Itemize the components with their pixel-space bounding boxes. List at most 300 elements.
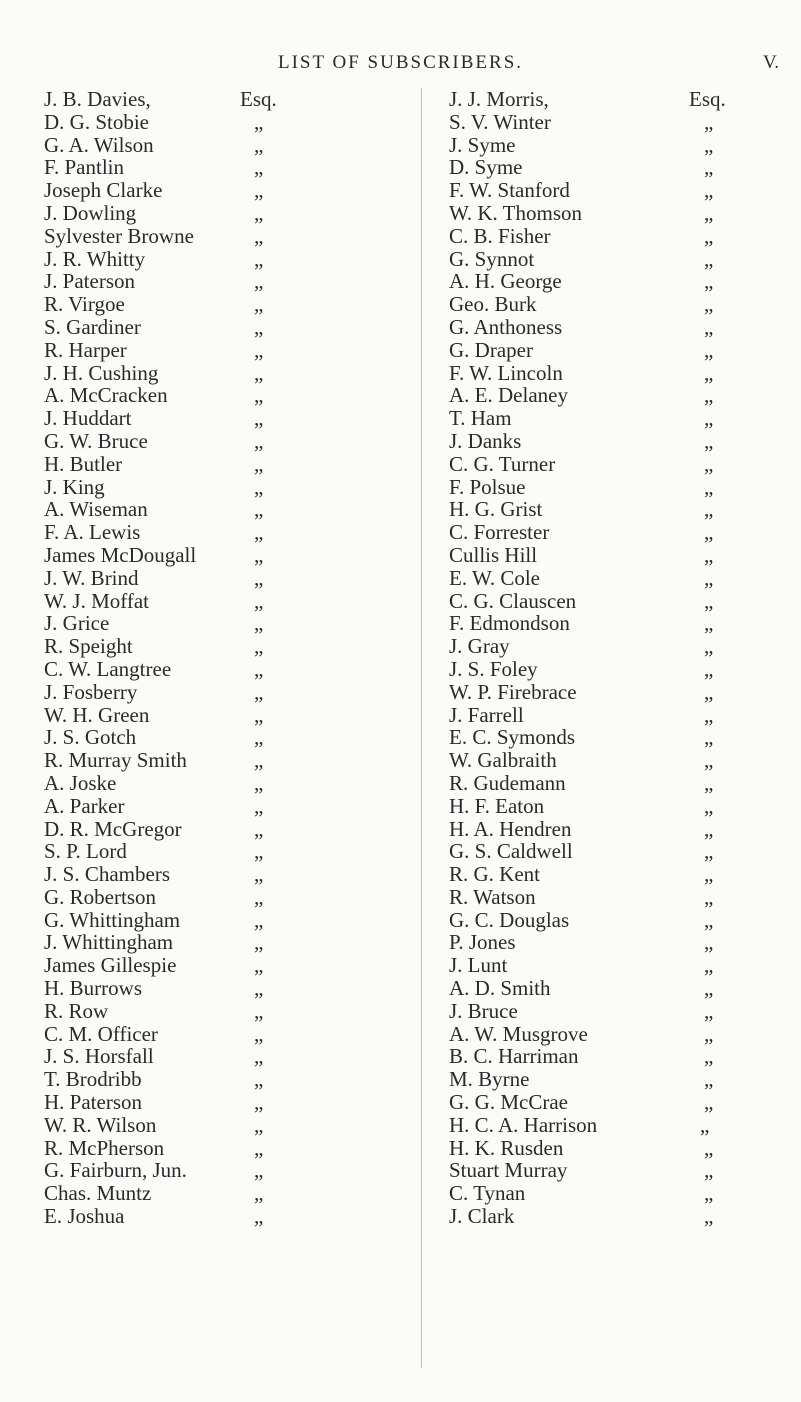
subscriber-title: „ <box>704 109 714 134</box>
subscriber-name: Sylvester Browne <box>44 223 194 248</box>
subscriber-name: D. Syme <box>449 155 523 180</box>
subscriber-entry <box>449 704 774 727</box>
subscriber-name: James McDougall <box>44 542 197 567</box>
subscriber-entry <box>449 681 774 704</box>
subscriber-entry <box>44 1205 389 1228</box>
subscriber-entry <box>44 863 389 886</box>
subscriber-title: „ <box>704 611 714 636</box>
subscriber-title: Esq. <box>689 87 726 111</box>
subscriber-name: W. J. Moffat <box>44 588 149 613</box>
subscriber-title: „ <box>254 1204 264 1229</box>
subscriber-title: „ <box>254 998 264 1023</box>
subscriber-name: J. Danks <box>449 428 522 453</box>
subscriber-entry <box>44 590 389 613</box>
subscriber-list-right <box>449 88 774 1228</box>
subscriber-title: „ <box>254 1112 264 1137</box>
subscriber-title: „ <box>254 428 264 453</box>
subscriber-name: H. A. Hendren <box>449 816 572 841</box>
subscriber-name: E. W. Cole <box>449 565 541 590</box>
subscriber-name: R. Speight <box>44 634 133 659</box>
subscriber-entry <box>44 339 389 362</box>
subscriber-title: „ <box>704 314 714 339</box>
subscriber-name: C. Forrester <box>449 520 550 545</box>
subscriber-name: W. K. Thomson <box>449 200 583 225</box>
subscriber-title: „ <box>254 816 264 841</box>
page-header <box>0 48 801 78</box>
subscriber-name: J. Lunt <box>449 953 508 978</box>
subscriber-name: C. M. Officer <box>44 1021 158 1046</box>
subscriber-entry <box>449 795 774 818</box>
subscriber-entry <box>44 658 389 681</box>
subscriber-entry <box>44 612 389 635</box>
subscriber-title: „ <box>704 1044 714 1069</box>
subscriber-title: „ <box>704 565 714 590</box>
subscriber-name: Stuart Murray <box>449 1158 568 1183</box>
subscriber-name: Chas. Muntz <box>44 1181 152 1206</box>
subscriber-entry <box>44 362 389 385</box>
subscriber-title: „ <box>704 497 714 522</box>
subscriber-name: James Gillespie <box>44 953 177 978</box>
subscriber-entry <box>449 772 774 795</box>
subscriber-title: „ <box>704 223 714 248</box>
subscriber-title: „ <box>254 132 264 157</box>
subscriber-name: D. R. McGregor <box>44 816 182 841</box>
subscriber-name: G. Draper <box>449 337 533 362</box>
subscriber-name: A. Joske <box>44 770 117 795</box>
subscriber-name: J. H. Cushing <box>44 360 159 385</box>
subscriber-title: „ <box>254 907 264 932</box>
subscriber-name: J. Farrell <box>449 702 524 727</box>
subscriber-name: G. Whittingham <box>44 907 181 932</box>
subscriber-name: J. Grice <box>44 611 110 636</box>
subscriber-entry <box>44 316 389 339</box>
subscriber-title: „ <box>704 1090 714 1115</box>
subscriber-entry <box>449 248 774 271</box>
subscriber-name: S. P. Lord <box>44 839 127 864</box>
subscriber-entry <box>449 179 774 202</box>
subscriber-entry <box>449 749 774 772</box>
subscriber-entry <box>44 1114 389 1137</box>
subscriber-name: E. Joshua <box>44 1204 125 1229</box>
subscriber-name: R. Virgoe <box>44 292 125 317</box>
subscriber-entry <box>44 772 389 795</box>
subscriber-entry <box>449 1159 774 1182</box>
subscriber-title: „ <box>254 656 264 681</box>
subscriber-entry <box>449 430 774 453</box>
subscriber-name: W. R. Wilson <box>44 1112 157 1137</box>
subscriber-title: „ <box>704 428 714 453</box>
subscriber-title: „ <box>254 223 264 248</box>
subscriber-entry <box>44 88 389 111</box>
subscriber-entry <box>449 977 774 1000</box>
subscriber-title: „ <box>704 816 714 841</box>
subscriber-entry <box>449 476 774 499</box>
subscriber-entry <box>44 407 389 430</box>
subscriber-name: A. W. Musgrove <box>449 1021 588 1046</box>
subscriber-entry <box>449 316 774 339</box>
subscriber-entry <box>44 521 389 544</box>
subscriber-title: „ <box>704 200 714 225</box>
subscriber-entry <box>44 134 389 157</box>
subscriber-entry <box>449 1182 774 1205</box>
subscriber-entry <box>449 362 774 385</box>
subscriber-title: „ <box>704 656 714 681</box>
subscriber-name: C. G. Turner <box>449 451 556 476</box>
subscriber-title: „ <box>704 474 714 499</box>
subscriber-title: „ <box>254 748 264 773</box>
subscriber-entry <box>44 704 389 727</box>
subscriber-name: J. S. Chambers <box>44 862 170 887</box>
subscriber-title: „ <box>254 725 264 750</box>
subscriber-entry <box>449 612 774 635</box>
subscriber-name: G. Robertson <box>44 884 156 909</box>
subscriber-entry <box>449 156 774 179</box>
subscriber-title: „ <box>254 314 264 339</box>
subscriber-name: G. C. Douglas <box>449 907 570 932</box>
subscriber-name: A. Parker <box>44 793 125 818</box>
subscriber-entry <box>44 498 389 521</box>
subscriber-name: J. Fosberry <box>44 679 138 704</box>
subscriber-title: „ <box>254 793 264 818</box>
subscriber-title: „ <box>254 109 264 134</box>
subscriber-entry <box>44 1091 389 1114</box>
subscriber-title: „ <box>254 953 264 978</box>
subscriber-name: H. Butler <box>44 451 123 476</box>
subscriber-name: W. P. Firebrace <box>449 679 577 704</box>
subscriber-title: „ <box>704 725 714 750</box>
subscriber-title: „ <box>254 1181 264 1206</box>
subscriber-title: „ <box>254 1067 264 1092</box>
subscriber-entry <box>449 1114 774 1137</box>
subscriber-title: „ <box>254 611 264 636</box>
subscriber-entry <box>449 1137 774 1160</box>
subscriber-entry <box>449 567 774 590</box>
subscriber-name: J. S. Horsfall <box>44 1044 154 1069</box>
subscriber-name: H. F. Eaton <box>449 793 545 818</box>
subscriber-name: M. Byrne <box>449 1067 530 1092</box>
subscriber-entry <box>44 1023 389 1046</box>
subscriber-entry <box>449 225 774 248</box>
subscriber-name: R. G. Kent <box>449 862 540 887</box>
subscriber-name: R. Row <box>44 998 109 1023</box>
subscriber-entry <box>44 818 389 841</box>
subscriber-title: „ <box>704 1181 714 1206</box>
subscriber-name: C. W. Langtree <box>44 656 172 681</box>
subscriber-name: C. Tynan <box>449 1181 526 1206</box>
subscriber-name: Geo. Burk <box>449 292 537 317</box>
subscriber-entry <box>449 1091 774 1114</box>
subscriber-title: „ <box>254 474 264 499</box>
subscriber-entry <box>44 111 389 134</box>
subscriber-entry <box>44 179 389 202</box>
subscriber-title: „ <box>704 292 714 317</box>
subscriber-title: „ <box>254 383 264 408</box>
subscriber-title: „ <box>704 953 714 978</box>
subscriber-entry <box>44 977 389 1000</box>
subscriber-title: „ <box>254 542 264 567</box>
subscriber-entry <box>449 658 774 681</box>
subscriber-name: F. W. Lincoln <box>449 360 563 385</box>
subscriber-title: „ <box>704 998 714 1023</box>
subscriber-entry <box>44 726 389 749</box>
subscriber-title: „ <box>254 884 264 909</box>
subscriber-entry <box>449 1045 774 1068</box>
subscriber-title: „ <box>700 1112 710 1137</box>
subscriber-entry <box>449 1068 774 1091</box>
subscriber-name: J. Syme <box>449 132 516 157</box>
subscriber-name: R. Harper <box>44 337 127 362</box>
subscriber-entry <box>449 1023 774 1046</box>
subscriber-title: „ <box>254 360 264 385</box>
subscriber-name: G. Anthoness <box>449 314 563 339</box>
subscriber-title: „ <box>704 839 714 864</box>
subscriber-title: „ <box>704 793 714 818</box>
subscriber-title: „ <box>704 1067 714 1092</box>
subscriber-title: „ <box>254 1090 264 1115</box>
subscriber-title: „ <box>254 770 264 795</box>
subscriber-name: H. Paterson <box>44 1090 142 1115</box>
subscriber-title: „ <box>704 748 714 773</box>
subscriber-entry <box>449 521 774 544</box>
subscriber-name: R. McPherson <box>44 1135 165 1160</box>
subscriber-name: J. King <box>44 474 105 499</box>
subscriber-title: „ <box>704 930 714 955</box>
subscriber-title: „ <box>254 1044 264 1069</box>
subscriber-entry <box>44 681 389 704</box>
subscriber-title: „ <box>704 542 714 567</box>
subscriber-title: „ <box>704 155 714 180</box>
subscriber-entry <box>449 840 774 863</box>
subscriber-name: C. B. Fisher <box>449 223 551 248</box>
subscriber-title: „ <box>704 634 714 659</box>
subscriber-name: H. Burrows <box>44 976 142 1001</box>
subscriber-title: „ <box>704 520 714 545</box>
page-title: LIST OF SUBSCRIBERS. <box>277 52 524 73</box>
subscriber-name: G. G. McCrae <box>449 1090 568 1115</box>
subscriber-name: G. Synnot <box>449 246 535 271</box>
subscriber-entry <box>44 954 389 977</box>
subscriber-entry <box>44 270 389 293</box>
subscriber-name: T. Ham <box>449 406 512 431</box>
subscriber-name: F. Polsue <box>449 474 526 499</box>
subscriber-name: D. G. Stobie <box>44 109 149 134</box>
subscriber-title: „ <box>254 976 264 1001</box>
subscriber-entry <box>44 1045 389 1068</box>
subscriber-name: R. Watson <box>449 884 536 909</box>
subscriber-entry <box>44 840 389 863</box>
subscriber-title: „ <box>254 292 264 317</box>
subscriber-title: „ <box>704 132 714 157</box>
subscriber-name: A. D. Smith <box>449 976 551 1001</box>
subscriber-entry <box>44 1000 389 1023</box>
subscriber-title: „ <box>254 565 264 590</box>
subscriber-entry <box>44 202 389 225</box>
subscriber-name: A. Wiseman <box>44 497 148 522</box>
subscriber-name: G. A. Wilson <box>44 132 154 157</box>
subscriber-title: „ <box>254 520 264 545</box>
subscriber-entry <box>449 498 774 521</box>
subscriber-title: „ <box>704 1158 714 1183</box>
subscriber-title: „ <box>704 337 714 362</box>
subscriber-title: „ <box>254 246 264 271</box>
subscriber-entry <box>449 909 774 932</box>
subscriber-entry <box>44 567 389 590</box>
subscriber-title: „ <box>704 406 714 431</box>
subscriber-title: „ <box>704 1135 714 1160</box>
subscriber-title: „ <box>704 246 714 271</box>
subscriber-name: C. G. Clauscen <box>449 588 577 613</box>
subscriber-title: „ <box>704 679 714 704</box>
subscriber-title: „ <box>704 588 714 613</box>
subscriber-title: „ <box>254 406 264 431</box>
subscriber-entry <box>449 202 774 225</box>
subscriber-entry <box>449 1000 774 1023</box>
subscriber-title: „ <box>704 1204 714 1229</box>
subscriber-title: „ <box>254 178 264 203</box>
subscriber-name: J. Bruce <box>449 998 518 1023</box>
subscriber-entry <box>44 430 389 453</box>
subscriber-entry <box>449 270 774 293</box>
subscriber-name: J. S. Foley <box>449 656 538 681</box>
subscriber-name: F. Edmondson <box>449 611 570 636</box>
subscriber-entry <box>449 407 774 430</box>
subscriber-title: „ <box>254 702 264 727</box>
subscriber-title: „ <box>704 383 714 408</box>
subscriber-title: „ <box>254 269 264 294</box>
subscriber-entry <box>449 726 774 749</box>
subscriber-entry <box>449 590 774 613</box>
subscriber-title: „ <box>704 702 714 727</box>
subscriber-title: „ <box>704 907 714 932</box>
subscriber-entry <box>449 384 774 407</box>
subscriber-name: W. Galbraith <box>449 748 557 773</box>
subscriber-title: „ <box>254 588 264 613</box>
subscriber-entry <box>44 886 389 909</box>
subscriber-entry <box>449 863 774 886</box>
subscriber-title: „ <box>254 1021 264 1046</box>
subscriber-name: B. C. Harriman <box>449 1044 579 1069</box>
subscriber-name: P. Jones <box>449 930 516 955</box>
subscriber-title: „ <box>254 155 264 180</box>
column-divider <box>421 88 422 1368</box>
subscriber-name: Cullis Hill <box>449 542 538 567</box>
subscriber-title: „ <box>254 1135 264 1160</box>
subscriber-name: E. C. Symonds <box>449 725 576 750</box>
subscriber-title: „ <box>704 770 714 795</box>
subscriber-entry <box>449 88 774 111</box>
subscriber-entry <box>449 818 774 841</box>
subscriber-name: F. A. Lewis <box>44 520 141 545</box>
subscriber-entry <box>44 476 389 499</box>
subscriber-title: „ <box>704 178 714 203</box>
subscriber-title: „ <box>704 976 714 1001</box>
subscriber-title: „ <box>254 679 264 704</box>
subscriber-entry <box>449 111 774 134</box>
subscriber-name: R. Murray Smith <box>44 748 187 773</box>
subscriber-entry <box>449 931 774 954</box>
subscriber-entry <box>44 384 389 407</box>
subscriber-title: „ <box>254 451 264 476</box>
subscriber-title: Esq. <box>240 87 277 111</box>
subscriber-name: J. Gray <box>449 634 510 659</box>
subscriber-title: „ <box>254 1158 264 1183</box>
subscriber-name: T. Brodribb <box>44 1067 142 1092</box>
subscriber-entry <box>44 453 389 476</box>
subscriber-entry <box>44 1159 389 1182</box>
subscriber-name: J. Dowling <box>44 200 137 225</box>
subscriber-name: J. S. Gotch <box>44 725 137 750</box>
subscriber-name: J. Huddart <box>44 406 132 431</box>
subscriber-name: W. H. Green <box>44 702 150 727</box>
subscriber-entry <box>44 156 389 179</box>
subscriber-entry <box>44 1137 389 1160</box>
subscriber-entry <box>44 795 389 818</box>
subscriber-name: J. Clark <box>449 1204 515 1229</box>
subscriber-title: „ <box>704 451 714 476</box>
subscriber-name: J. R. Whitty <box>44 246 146 271</box>
subscriber-entry <box>44 1182 389 1205</box>
page-number: V. <box>762 52 779 73</box>
subscriber-entry <box>44 225 389 248</box>
subscriber-entry <box>449 635 774 658</box>
subscriber-entry <box>44 544 389 567</box>
subscriber-name: J. Whittingham <box>44 930 174 955</box>
subscriber-entry <box>44 293 389 316</box>
subscriber-title: „ <box>254 930 264 955</box>
subscriber-name: H. K. Rusden <box>449 1135 564 1160</box>
subscriber-name: A. H. George <box>449 269 562 294</box>
subscriber-title: „ <box>254 862 264 887</box>
subscriber-name: F. W. Stanford <box>449 178 570 203</box>
subscriber-entry <box>449 339 774 362</box>
subscriber-name: R. Gudemann <box>449 770 566 795</box>
subscriber-entry <box>44 1068 389 1091</box>
subscriber-name: G. W. Bruce <box>44 428 148 453</box>
subscriber-name: Joseph Clarke <box>44 178 163 203</box>
subscriber-entry <box>449 293 774 316</box>
subscriber-title: „ <box>704 360 714 385</box>
subscriber-name: J. Paterson <box>44 269 135 294</box>
subscriber-entry <box>44 635 389 658</box>
subscriber-entry <box>44 749 389 772</box>
subscriber-name: J. J. Morris, <box>449 87 549 111</box>
subscriber-entry <box>44 248 389 271</box>
subscriber-entry <box>44 931 389 954</box>
subscriber-title: „ <box>254 337 264 362</box>
subscriber-entry <box>44 909 389 932</box>
subscriber-title: „ <box>704 862 714 887</box>
subscriber-title: „ <box>704 269 714 294</box>
subscriber-entry <box>449 886 774 909</box>
subscriber-title: „ <box>254 497 264 522</box>
subscriber-name: H. G. Grist <box>449 497 543 522</box>
subscriber-entry <box>449 1205 774 1228</box>
subscriber-name: S. Gardiner <box>44 314 141 339</box>
subscriber-entry <box>449 134 774 157</box>
subscriber-entry <box>449 453 774 476</box>
subscriber-name: G. S. Caldwell <box>449 839 573 864</box>
subscriber-entry <box>449 954 774 977</box>
subscriber-title: „ <box>254 839 264 864</box>
subscriber-title: „ <box>254 200 264 225</box>
subscriber-title: „ <box>254 634 264 659</box>
subscriber-list-left <box>44 88 389 1228</box>
subscriber-name: A. McCracken <box>44 383 168 408</box>
subscriber-name: G. Fairburn, Jun. <box>44 1158 187 1183</box>
subscriber-name: A. E. Delaney <box>449 383 568 408</box>
subscriber-name: S. V. Winter <box>449 109 551 134</box>
subscriber-title: „ <box>704 1021 714 1046</box>
